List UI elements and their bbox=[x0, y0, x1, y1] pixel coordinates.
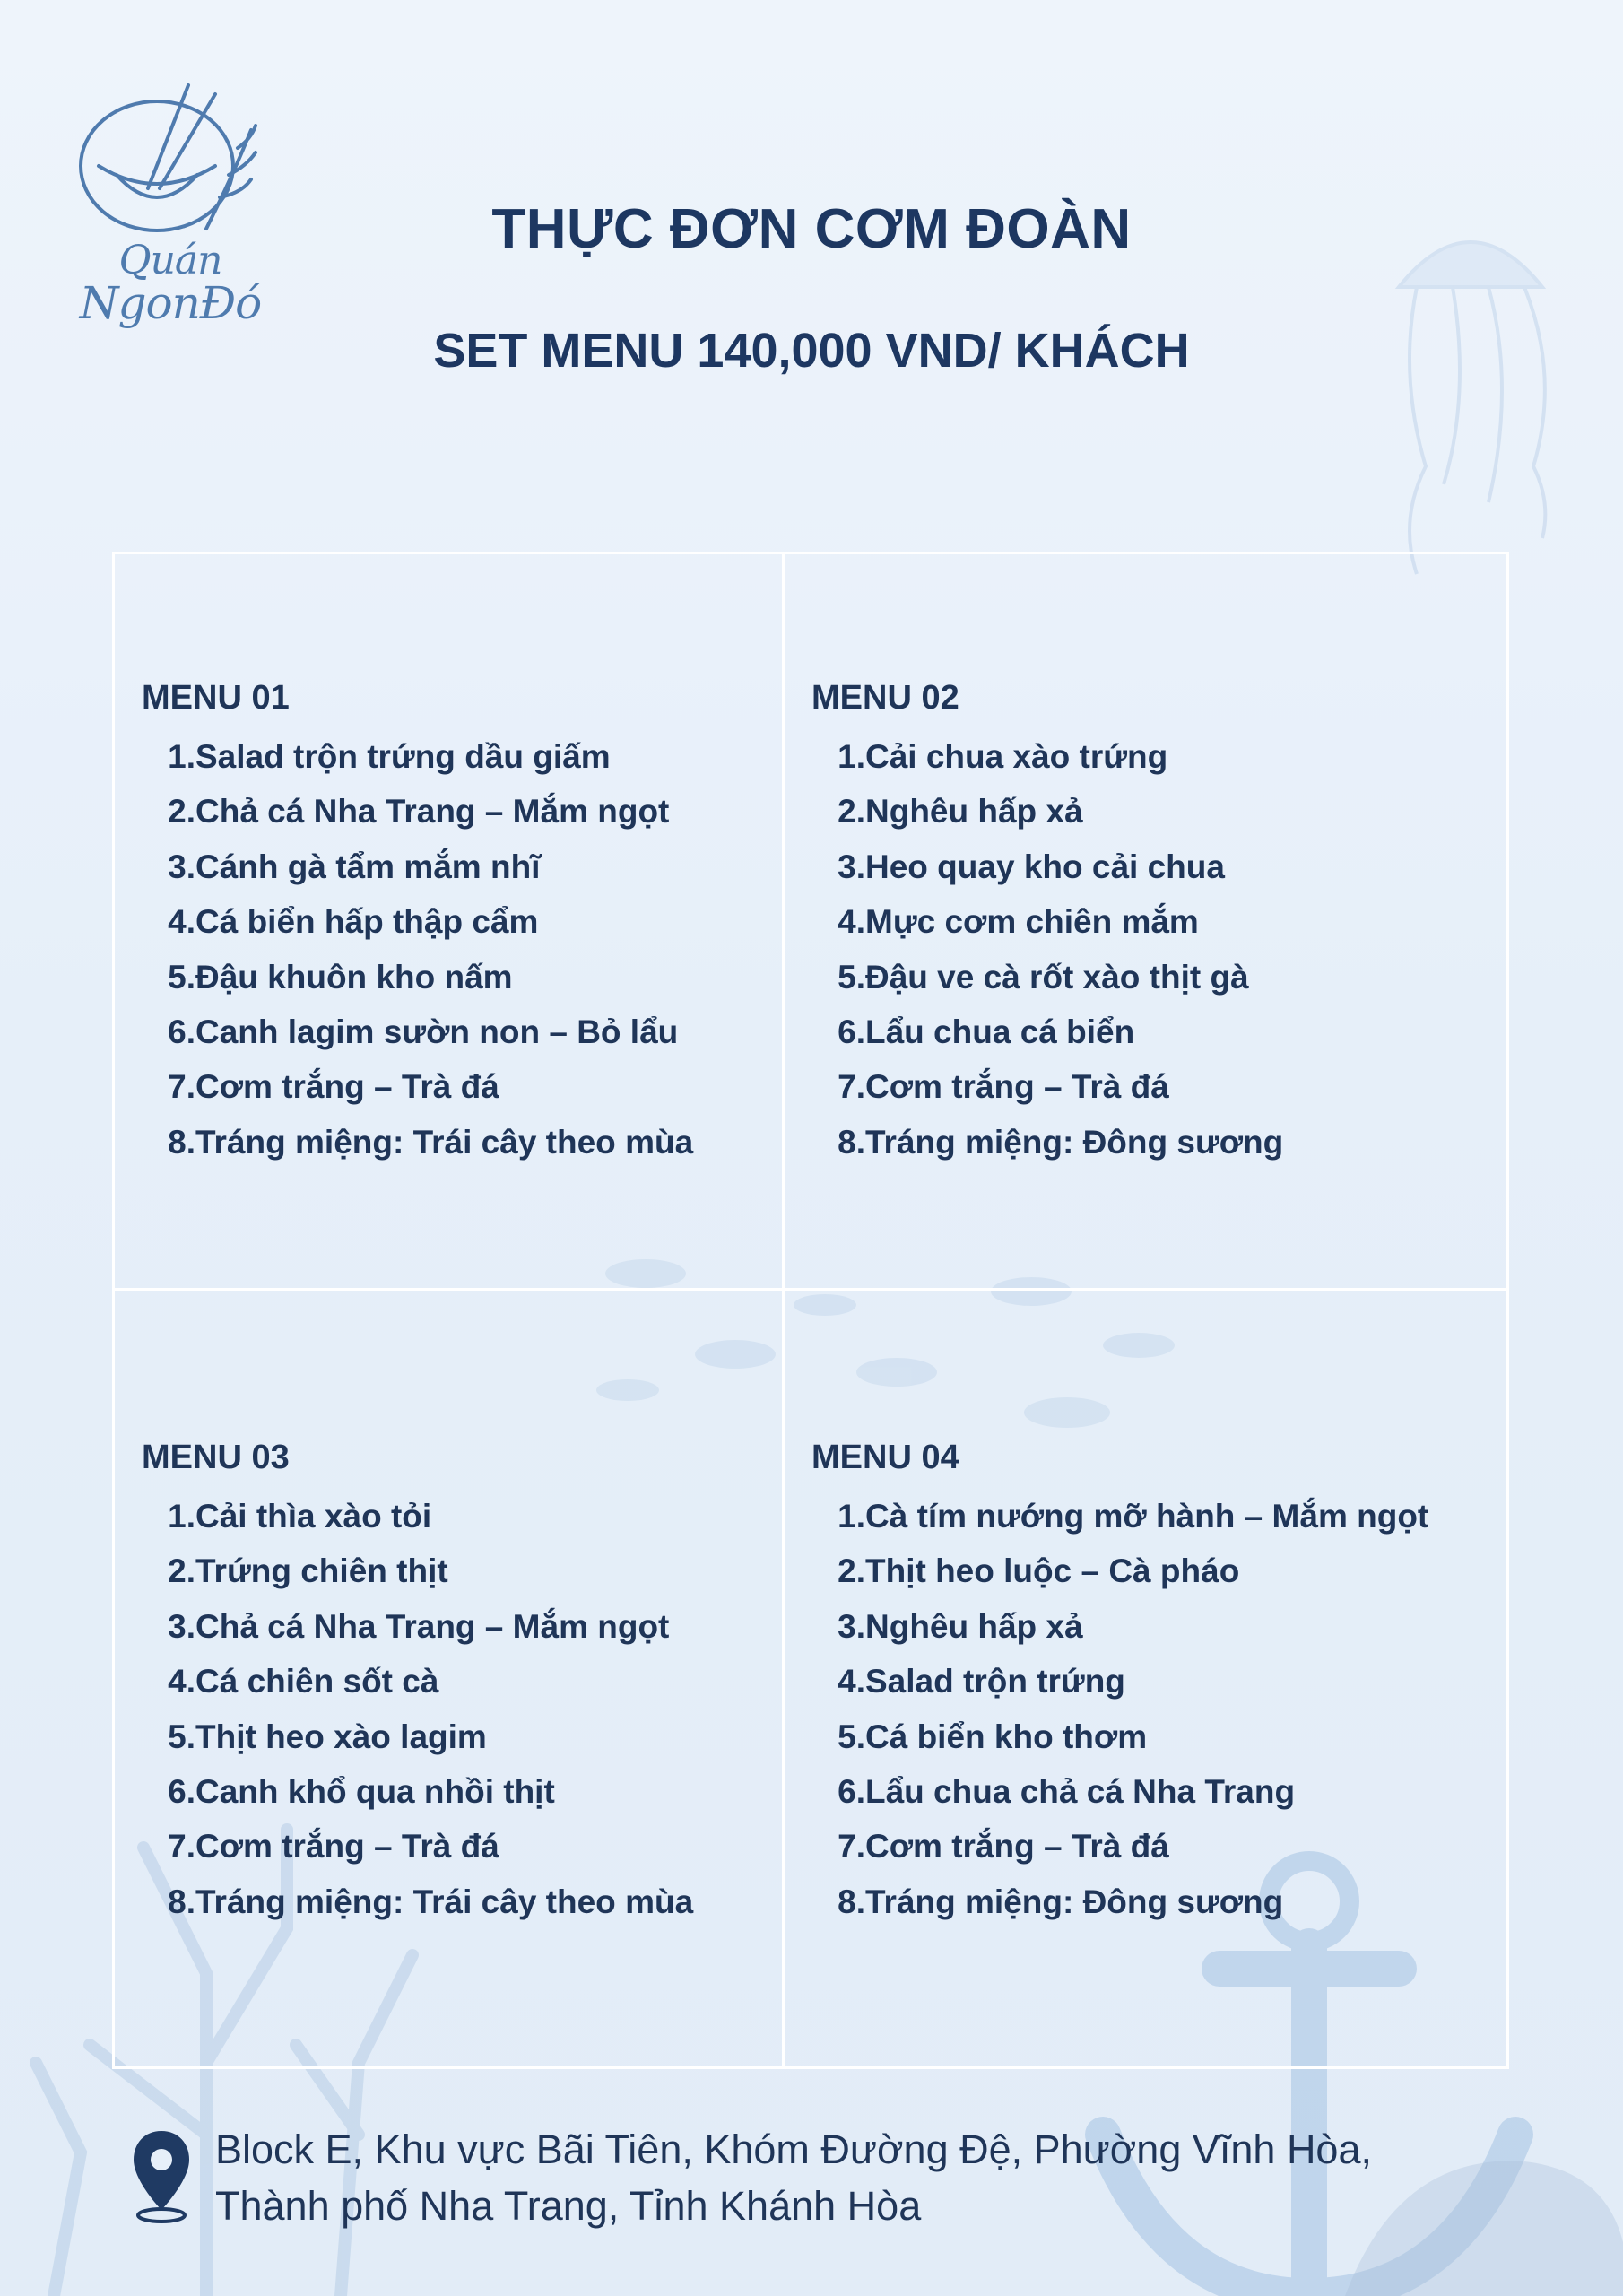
address-line2: Thành phố Nha Trang, Tỉnh Khánh Hòa bbox=[215, 2183, 922, 2229]
menu-grid bbox=[112, 552, 1509, 2069]
item-number: 5. bbox=[838, 958, 865, 996]
item-number: 7. bbox=[168, 1068, 195, 1106]
item-text: Mực cơm chiên mắm bbox=[865, 903, 1199, 941]
item-text: Cải thìa xào tỏi bbox=[195, 1498, 432, 1535]
item-number: 4. bbox=[838, 903, 865, 941]
item-text: Salad trộn trứng bbox=[865, 1663, 1125, 1700]
list-item bbox=[812, 729, 1475, 784]
item-text: Chả cá Nha Trang – Mắm ngọt bbox=[195, 1607, 670, 1645]
item-number: 5. bbox=[838, 1718, 865, 1755]
item-text: Đậu khuôn kho nấm bbox=[195, 958, 513, 996]
item-text: Cơm trắng – Trà đá bbox=[865, 1068, 1169, 1106]
item-number: 4. bbox=[168, 903, 195, 941]
list-item bbox=[142, 839, 805, 894]
item-text: Nghêu hấp xả bbox=[865, 1607, 1083, 1645]
item-number: 3. bbox=[168, 1607, 195, 1645]
item-number: 5. bbox=[168, 1718, 195, 1755]
list-item bbox=[142, 1115, 805, 1170]
item-text: Trứng chiên thịt bbox=[195, 1552, 448, 1590]
list-item bbox=[142, 1544, 805, 1598]
item-number: 8. bbox=[838, 1883, 865, 1920]
item-number: 3. bbox=[838, 848, 865, 885]
list-item bbox=[142, 1059, 805, 1114]
item-number: 4. bbox=[168, 1663, 195, 1700]
menu-item-list bbox=[142, 1489, 805, 1929]
item-text: Cánh gà tẩm mắm nhĩ bbox=[195, 848, 541, 885]
item-text: Cá biển hấp thập cẩm bbox=[195, 903, 539, 941]
list-item bbox=[812, 1654, 1475, 1709]
jellyfish-icon bbox=[1399, 242, 1545, 574]
item-number: 2. bbox=[838, 1552, 865, 1590]
item-number: 2. bbox=[838, 793, 865, 831]
item-text: Đậu ve cà rốt xào thịt gà bbox=[865, 958, 1249, 996]
menu-item-list bbox=[812, 729, 1475, 1170]
list-item bbox=[142, 1709, 805, 1764]
item-number: 1. bbox=[838, 738, 865, 775]
item-number: 7. bbox=[168, 1828, 195, 1866]
item-text: Thịt heo luộc – Cà pháo bbox=[865, 1552, 1240, 1590]
item-text: Thịt heo xào lagim bbox=[195, 1718, 487, 1755]
list-item bbox=[142, 950, 805, 1004]
item-text: Canh khổ qua nhồi thịt bbox=[195, 1772, 555, 1810]
item-text: Cơm trắng – Trà đá bbox=[195, 1068, 499, 1106]
item-text: Canh lagim sườn non – Bỏ lẩu bbox=[195, 1013, 679, 1050]
list-item bbox=[812, 1059, 1475, 1114]
item-text: Nghêu hấp xả bbox=[865, 793, 1083, 831]
menu-item-list bbox=[812, 1489, 1475, 1929]
list-item bbox=[142, 1874, 805, 1929]
item-text: Heo quay kho cải chua bbox=[865, 848, 1225, 885]
item-number: 6. bbox=[838, 1772, 865, 1810]
item-text: Cá biển kho thơm bbox=[865, 1718, 1148, 1755]
item-number: 7. bbox=[838, 1828, 865, 1866]
menu-item-list bbox=[142, 729, 805, 1170]
item-number: 2. bbox=[168, 1552, 195, 1590]
list-item bbox=[812, 950, 1475, 1004]
page-title: THỰC ĐƠN CƠM ĐOÀN bbox=[491, 198, 1132, 260]
item-text: Tráng miệng: Trái cây theo mùa bbox=[195, 1883, 694, 1920]
list-item bbox=[812, 1709, 1475, 1764]
logo-text-line1: Quán bbox=[118, 238, 222, 283]
item-text: Tráng miệng: Đông sương bbox=[865, 1123, 1284, 1161]
menu-card-02 bbox=[812, 675, 1475, 1170]
logo-text-line2: NgonĐó bbox=[79, 277, 262, 329]
item-number: 3. bbox=[168, 848, 195, 885]
menu-title: MENU 03 bbox=[142, 1439, 290, 1476]
list-item bbox=[142, 1599, 805, 1654]
list-item bbox=[142, 894, 805, 949]
item-number: 1. bbox=[168, 1498, 195, 1535]
menu-title: MENU 01 bbox=[142, 679, 290, 717]
item-number: 8. bbox=[168, 1123, 195, 1161]
item-text: Lẩu chua cá biển bbox=[865, 1013, 1135, 1050]
list-item bbox=[812, 784, 1475, 839]
list-item bbox=[812, 894, 1475, 949]
item-text: Tráng miệng: Trái cây theo mùa bbox=[195, 1123, 694, 1161]
list-item bbox=[142, 784, 805, 839]
list-item bbox=[142, 1654, 805, 1709]
item-text: Cải chua xào trứng bbox=[865, 738, 1168, 775]
item-number: 6. bbox=[168, 1772, 195, 1810]
list-item bbox=[812, 1489, 1475, 1544]
item-number: 6. bbox=[168, 1013, 195, 1050]
address-block bbox=[215, 2121, 1372, 2234]
item-number: 8. bbox=[838, 1123, 865, 1161]
item-number: 2. bbox=[168, 793, 195, 831]
item-text: Salad trộn trứng dầu giấm bbox=[195, 738, 611, 775]
item-number: 8. bbox=[168, 1883, 195, 1920]
list-item bbox=[812, 1764, 1475, 1819]
list-item bbox=[142, 1819, 805, 1874]
menu-card-04 bbox=[812, 1435, 1475, 1929]
item-text: Tráng miệng: Đông sương bbox=[865, 1883, 1284, 1920]
price-subtitle: SET MENU 140,000 VND/ KHÁCH bbox=[433, 324, 1190, 378]
item-text: Lẩu chua chả cá Nha Trang bbox=[865, 1772, 1296, 1810]
list-item bbox=[812, 1599, 1475, 1654]
item-text: Cá chiên sốt cà bbox=[195, 1663, 439, 1700]
item-text: Cơm trắng – Trà đá bbox=[195, 1828, 499, 1866]
item-number: 4. bbox=[838, 1663, 865, 1700]
list-item bbox=[142, 1004, 805, 1059]
item-text: Chả cá Nha Trang – Mắm ngọt bbox=[195, 793, 670, 831]
item-text: Cơm trắng – Trà đá bbox=[865, 1828, 1169, 1866]
menu-card-01 bbox=[142, 675, 805, 1170]
item-number: 6. bbox=[838, 1013, 865, 1050]
item-number: 7. bbox=[838, 1068, 865, 1106]
item-number: 1. bbox=[838, 1498, 865, 1535]
list-item bbox=[142, 1489, 805, 1544]
menu-title: MENU 04 bbox=[812, 1439, 959, 1476]
item-number: 3. bbox=[838, 1607, 865, 1645]
list-item bbox=[812, 1004, 1475, 1059]
list-item bbox=[812, 1874, 1475, 1929]
list-item bbox=[812, 839, 1475, 894]
grid-divider-horizontal bbox=[115, 1288, 1506, 1291]
menu-title: MENU 02 bbox=[812, 679, 959, 717]
item-number: 5. bbox=[168, 958, 195, 996]
list-item bbox=[142, 729, 805, 784]
list-item bbox=[812, 1544, 1475, 1598]
menu-card-03 bbox=[142, 1435, 805, 1929]
item-text: Cà tím nướng mỡ hành – Mắm ngọt bbox=[865, 1498, 1429, 1535]
list-item bbox=[812, 1819, 1475, 1874]
list-item bbox=[142, 1764, 805, 1819]
address-line1: Block E, Khu vực Bãi Tiên, Khóm Đường Đệ, Phường Vĩnh Hòa, bbox=[215, 2126, 1372, 2172]
item-number: 1. bbox=[168, 738, 195, 775]
location-pin-icon bbox=[130, 2127, 193, 2226]
list-item bbox=[812, 1115, 1475, 1170]
